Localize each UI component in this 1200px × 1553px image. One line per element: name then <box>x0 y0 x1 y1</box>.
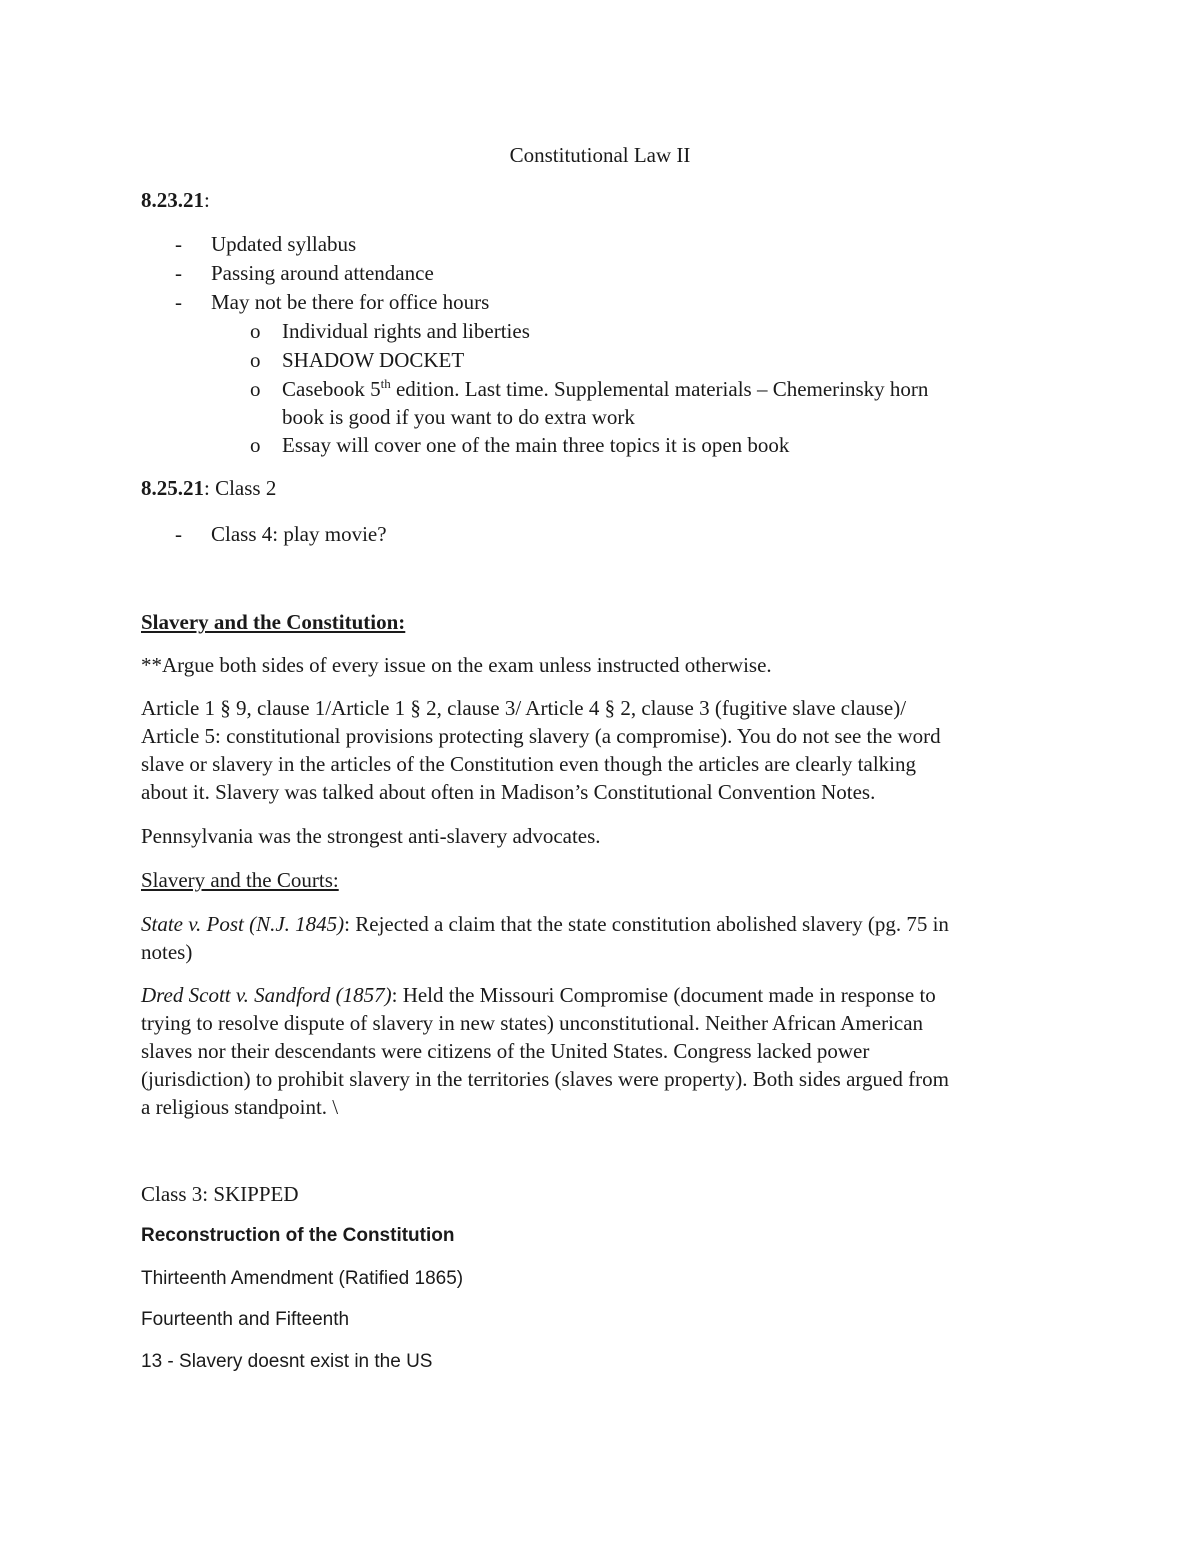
document-title: Constitutional Law II <box>509 143 691 167</box>
paragraph-line: trying to resolve dispute of slavery in new states) unconstitutional. Neither African American <box>141 1011 924 1035</box>
sub-list-item-text: Casebook 5th edition. Last time. Supplemental materials – Chemerinsky horn <box>282 376 929 401</box>
circle-bullet: o <box>250 319 261 343</box>
superscript: th <box>380 376 391 391</box>
dash-bullet: - <box>175 232 182 256</box>
sub-list-item-text: Individual rights and liberties <box>282 319 530 343</box>
sub-list-item-text: SHADOW DOCKET <box>282 348 465 372</box>
paragraph-line: Fourteenth and Fifteenth <box>141 1309 350 1330</box>
class3-note: Class 3: SKIPPED <box>141 1182 299 1206</box>
case-name: Dred Scott v. Sandford (1857) <box>141 983 392 1007</box>
sub-list-item-text: Essay will cover one of the main three topics it is open book <box>282 433 790 457</box>
subheading-courts: Slavery and the Courts: <box>141 868 339 892</box>
case-text: : Rejected a claim that the state constitution abolished slavery (pg. 75 in <box>344 912 949 936</box>
section-heading-slavery: Slavery and the Constitution: <box>141 610 406 634</box>
dash-bullet: - <box>175 522 182 546</box>
list-item-text: May not be there for office hours <box>211 290 490 314</box>
paragraph-line: Thirteenth Amendment (Ratified 1865) <box>141 1268 464 1289</box>
paragraph-line: slaves nor their descendants were citizens of the United States. Congress lacked power <box>141 1039 870 1063</box>
date-label: 8.23.21 <box>141 188 204 212</box>
paragraph-line: slave or slavery in the articles of the Constitution even though the articles are clearly talking <box>141 752 917 776</box>
circle-bullet: o <box>250 348 261 372</box>
paragraph-line: Article 1 § 9, clause 1/Article 1 § 2, clause 3/ Article 4 § 2, clause 3 (fugitive slave clause)/ <box>141 696 907 720</box>
exam-note: **Argue both sides of every issue on the exam unless instructed otherwise. <box>141 653 772 677</box>
paragraph-line: Article 5: constitutional provisions protecting slavery (a compromise). You do not see the word <box>141 724 941 748</box>
paragraph-line: 13 - Slavery doesnt exist in the US <box>141 1351 433 1372</box>
circle-bullet: o <box>250 433 261 457</box>
date-label: 8.25.21 <box>141 476 204 500</box>
section-heading-reconstruction: Reconstruction of the Constitution <box>141 1225 455 1246</box>
sub-list-item-continuation: book is good if you want to do extra work <box>282 405 635 429</box>
paragraph-line: (jurisdiction) to prohibit slavery in the territories (slaves were property). Both sides argued from <box>141 1067 949 1091</box>
list-item-text: Passing around attendance <box>211 261 434 285</box>
dash-bullet: - <box>175 290 182 314</box>
case-entry-dred-scott <box>141 981 936 1009</box>
paragraph-line: notes) <box>141 940 193 964</box>
circle-bullet: o <box>250 377 261 401</box>
case-name: State v. Post (N.J. 1845) <box>141 912 345 936</box>
paragraph-line: Pennsylvania was the strongest anti-slavery advocates. <box>141 824 601 848</box>
list-item-text: Updated syllabus <box>211 232 357 256</box>
case-text: : Held the Missouri Compromise (document made in response to <box>391 983 936 1007</box>
date-heading-1 <box>141 186 210 214</box>
paragraph-line: about it. Slavery was talked about often in Madison’s Constitutional Convention Notes. <box>141 780 876 804</box>
dash-bullet: - <box>175 261 182 285</box>
case-entry-post <box>141 910 949 938</box>
paragraph-line: a religious standpoint. \ <box>141 1095 339 1119</box>
date-rest: : Class 2 <box>204 476 277 500</box>
date-colon: : <box>204 188 210 212</box>
list-item-text: Class 4: play movie? <box>211 522 387 546</box>
date-heading-2 <box>141 474 276 502</box>
